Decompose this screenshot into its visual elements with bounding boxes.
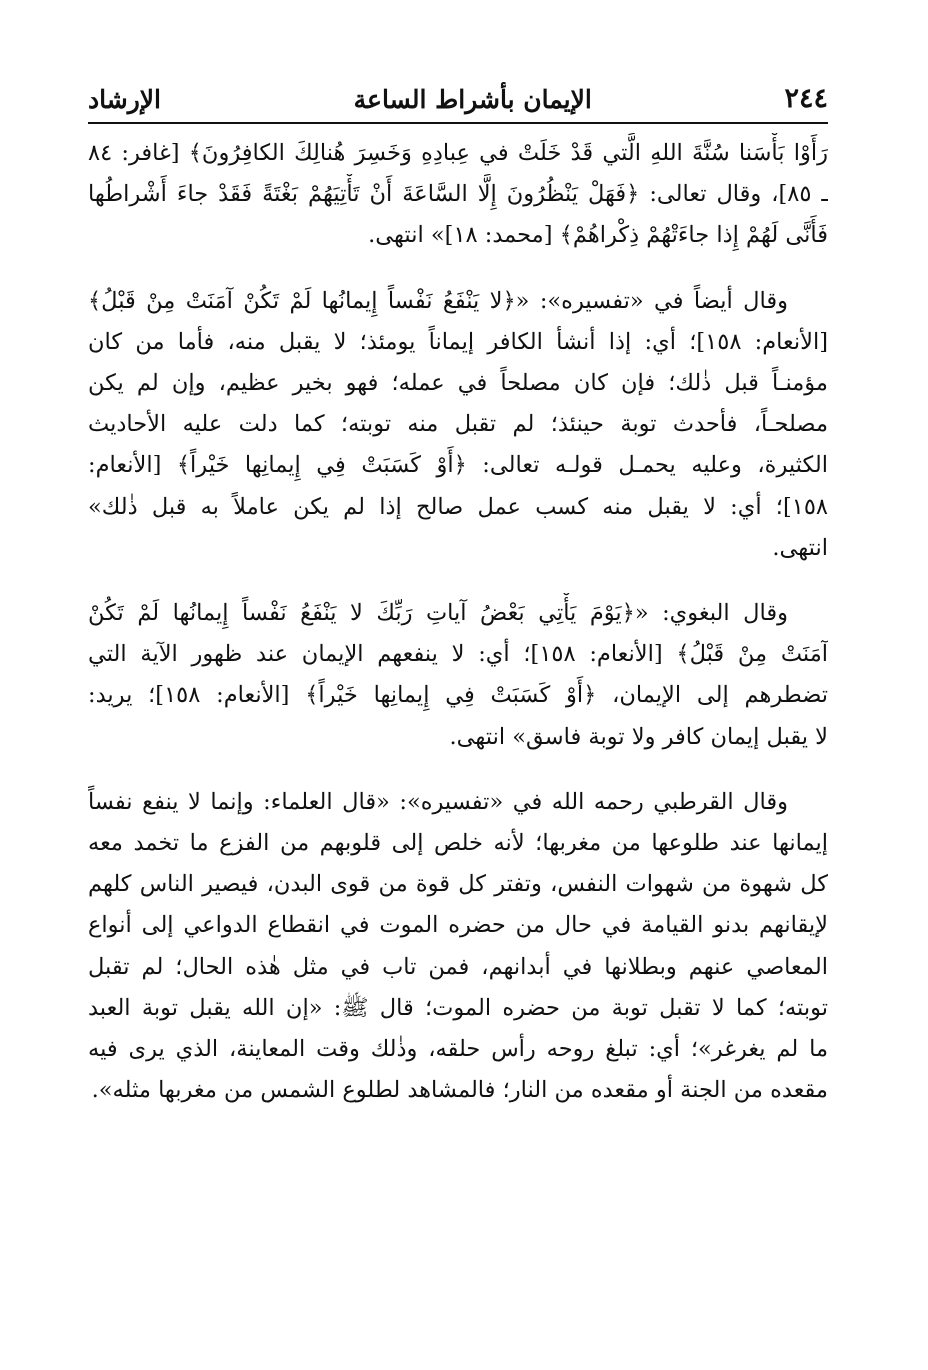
text-line: رَأَوْا بَأْسَنا سُنَّةَ اللهِ الَّتي قَدْ خَلَتْ في عِبادِهِ وَخَسِرَ هُنالِكَ الكافِرُونَ﴾ [غافر: ٨٤: [88, 140, 828, 166]
text-line: تضطرهم إلى الإيمان، ﴿أَوْ كَسَبَتْ فِي إِيمانِها خَيْراً﴾ [الأنعام: ١٥٨]؛ يريد:: [88, 682, 828, 709]
paragraph-2: [88, 281, 828, 569]
text-line: وقال البغوي: «﴿يَوْمَ يَأْتِي بَعْضُ آياتِ رَبِّكَ لا يَنْفَعُ نَفْساً إِيمانُها لَمْ تَكُنْ: [88, 600, 788, 627]
page-number: ٢٤٤: [784, 83, 828, 114]
text-line: انتهى.: [772, 534, 828, 561]
text-line: مصلحـاً، فأحدث توبة حينئذ؛ لم تقبل منه توبته؛ كما دلت عليه الأحاديث: [88, 411, 828, 438]
text-line: وقال أيضاً في «تفسيره»: «﴿لا يَنْفَعُ نَفْساً إِيمانُها لَمْ تَكُنْ آمَنَتْ مِنْ قَبْلُ﴾: [88, 287, 788, 314]
text-line: مقعده من الجنة أو مقعده من النار؛ فالمشاهد لطلوع الشمس من مغربها مثله».: [91, 1077, 828, 1104]
text-line: مؤمنـاً قبل ذٰلك؛ فإن كان مصلحاً في عمله؛ فهو بخير عظيم، وإن لم يكن: [88, 370, 828, 397]
text-line: وقال القرطبي رحمه الله في «تفسيره»: «قال العلماء: وإنما لا ينفع نفساً: [88, 788, 788, 815]
text-line: [الأنعام: ١٥٨]؛ أي: إذا أنشأ الكافر إيماناً يومئذ؛ لا يقبل منه، فأما من كان: [88, 328, 828, 355]
text-line: إيمانها عند طلوعها من مغربها؛ لأنه خلص إلى قلوبهم من الفزع ما تخمد معه: [88, 830, 828, 857]
text-line: ١٥٨]؛ أي: لا يقبل منه كسب عمل صالح إذا لم يكن عاملاً به قبل ذٰلك»: [88, 493, 828, 520]
text-line: ـ ٨٥]، وقال تعالى: ﴿فَهَلْ يَنْظُرُونَ إِلَّا السَّاعَةَ أَنْ تَأْتِيَهُمْ بَغْتَةً فَقَدْ جاءَ أَشْراطُها: [88, 181, 828, 208]
paragraph-3: [88, 593, 828, 758]
text-line: لإيقانهم بدنو القيامة في حال من حضره الموت في انقطاع الدواعي إلى أنواع: [88, 912, 828, 939]
book-title: الإرشاد: [88, 85, 161, 114]
text-line: لا يقبل إيمان كافر ولا توبة فاسق» انتهى.: [449, 723, 828, 750]
chapter-title: الإيمان بأشراط الساعة: [353, 85, 592, 114]
text-line: ما لم يغرغر»؛ أي: تبلغ روحه رأس حلقه، وذٰلك وقت المعاينة، الذي يرى فيه: [88, 1036, 828, 1063]
text-line: كل شهوة من شهوات النفس، وتفتر كل قوة من قوى البدن، فيصير الناس كلهم: [88, 871, 828, 898]
text-line: آمَنَتْ مِنْ قَبْلُ﴾ [الأنعام: ١٥٨]؛ أي: لا ينفعهم الإيمان عند ظهور الآية التي: [88, 641, 828, 668]
paragraph-1: [88, 133, 828, 257]
text-line: المعاصي عنهم وبطلانها في أبدانهم، فمن تاب في مثل هٰذه الحال؛ لم تقبل: [88, 953, 828, 980]
page-body: [88, 133, 828, 1330]
header-rule: [88, 122, 828, 124]
running-header: [88, 70, 828, 114]
text-line: الكثيرة، وعليه يحمـل قولـه تعالى: ﴿أَوْ كَسَبَتْ فِي إِيمانِها خَيْراً﴾ [الأنعام:: [88, 452, 828, 479]
text-line: فَأَنَّى لَهُمْ إِذا جاءَتْهُمْ ذِكْراهُمْ﴾ [محمد: ١٨]» انتهى.: [368, 222, 828, 249]
paragraph-4: [88, 782, 828, 1112]
text-line: توبته؛ كما لا تقبل توبة من حضره الموت؛ قال ﷺ: «إن الله يقبل توبة العبد: [88, 994, 828, 1021]
